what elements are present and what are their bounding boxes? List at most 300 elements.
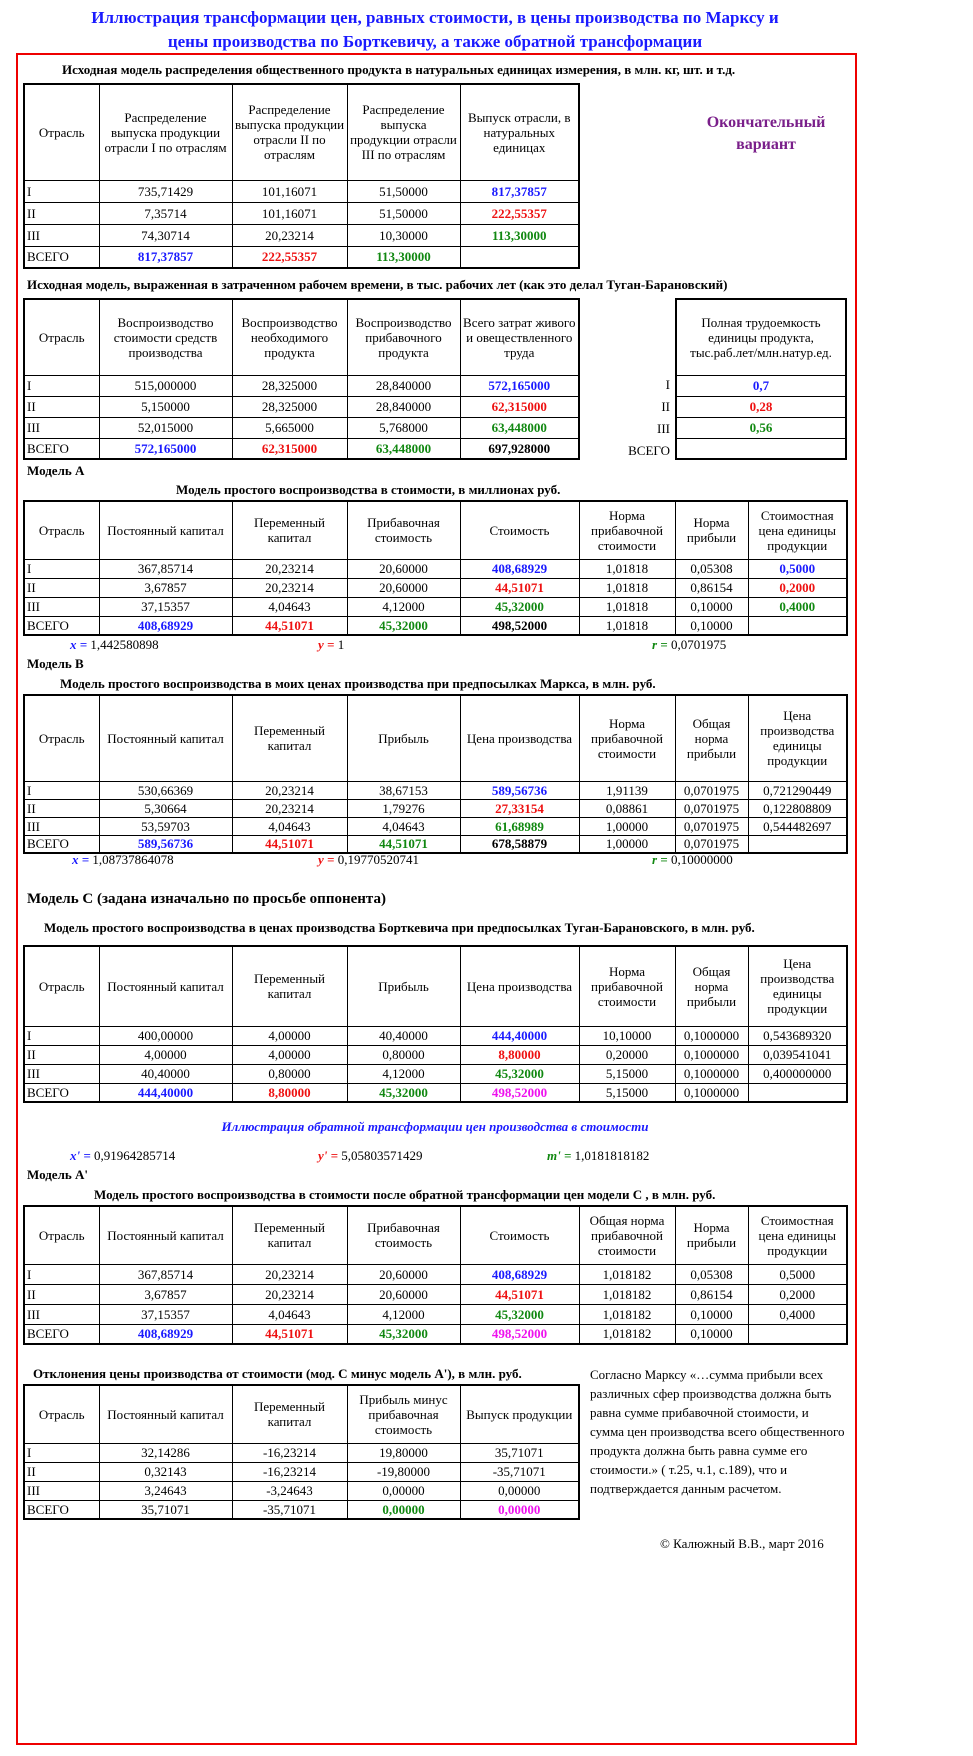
table-cell: 0,56 — [676, 417, 846, 438]
row-label: I — [24, 180, 99, 202]
row-label: ВСЕГО — [24, 1083, 99, 1102]
table-cell: -19,80000 — [347, 1462, 460, 1481]
column-header: Переменный капитал — [232, 1385, 347, 1443]
side-row-label: ВСЕГО — [628, 443, 670, 458]
table-cell: 0,86154 — [675, 1284, 748, 1304]
column-header: Норма прибавочной стоимости — [579, 501, 675, 559]
header-row — [676, 299, 846, 375]
table-cell: 38,67153 — [347, 781, 460, 799]
row-label: II — [24, 1462, 99, 1481]
table-cell: 28,840000 — [347, 396, 460, 417]
table-cell: 498,52000 — [460, 616, 579, 635]
column-header: Постоянный капитал — [99, 1385, 232, 1443]
table-cell: 45,32000 — [460, 1064, 579, 1083]
table-row — [24, 202, 579, 224]
column-header: Воспроизводство необходимого продукта — [232, 299, 347, 375]
table-cell: 530,66369 — [99, 781, 232, 799]
labor-intensity-table — [675, 298, 847, 460]
table-cell: 20,23214 — [232, 578, 347, 597]
table-cell: 1,00000 — [579, 817, 675, 835]
row-label: ВСЕГО — [24, 1500, 99, 1519]
table-cell: 0,400000000 — [748, 1064, 847, 1083]
column-header: Норма прибыли — [675, 1206, 748, 1264]
table-cell: 7,35714 — [99, 202, 232, 224]
column-header: Прибыль минус прибавочная стоимость — [347, 1385, 460, 1443]
table-cell: 5,15000 — [579, 1064, 675, 1083]
table-cell: 51,50000 — [347, 180, 460, 202]
header-row — [24, 299, 579, 375]
natural-units-table — [23, 83, 580, 269]
column-header: Прибыль — [347, 946, 460, 1026]
table-cell: 0,10000 — [675, 616, 748, 635]
table-cell: 45,32000 — [347, 1324, 460, 1344]
table-cell: 400,00000 — [99, 1026, 232, 1045]
row-label: I — [24, 375, 99, 396]
column-header: Цена производства — [460, 946, 579, 1026]
table-cell: 0,1000000 — [675, 1045, 748, 1064]
row-label: II — [24, 202, 99, 224]
table-cell: 1,01818 — [579, 559, 675, 578]
table-cell: 0,32143 — [99, 1462, 232, 1481]
t2-caption: Исходная модель, выраженная в затраченном рабочем времени, в тыс. рабочих лет (как это делал Туган-Барановский) — [27, 277, 728, 292]
column-header: Распределение выпуска продукции отрасли I по отраслям — [99, 84, 232, 180]
table-cell: 0,10000 — [675, 1304, 748, 1324]
table-row — [676, 396, 846, 417]
final-version-label: Окончательный вариант — [706, 114, 826, 153]
t1-caption: Исходная модель распределения общественного продукта в натуральных единицах измерения, в млн. кг, шт. и т.д. — [62, 62, 736, 77]
table-cell: 4,04643 — [347, 817, 460, 835]
table-cell — [460, 246, 579, 268]
table-cell: 62,315000 — [232, 438, 347, 459]
model-a-table — [23, 500, 848, 636]
table-row — [24, 1324, 847, 1344]
table-cell: 4,04643 — [232, 1304, 347, 1324]
dev-caption: Отклонения цены производства от стоимости (мод. С минус модель А'), в млн. руб. — [33, 1366, 522, 1381]
table-row — [24, 835, 847, 853]
table-row — [24, 1443, 579, 1462]
row-label: III — [24, 1304, 99, 1324]
column-header: Переменный капитал — [232, 501, 347, 559]
title-line-2: цены производства по Борткевичу, а также обратной трансформации — [167, 32, 703, 51]
table-cell: 45,32000 — [460, 1304, 579, 1324]
table-cell: 28,840000 — [347, 375, 460, 396]
table-row — [24, 1026, 847, 1045]
table-row — [24, 1064, 847, 1083]
column-header: Цена производства единицы продукции — [748, 946, 847, 1026]
table-cell: 0,28 — [676, 396, 846, 417]
table-cell — [748, 835, 847, 853]
table-row — [24, 180, 579, 202]
column-header: Распределение выпуска продукции отрасли II по отраслям — [232, 84, 347, 180]
side-row-label: III — [657, 421, 670, 436]
table-row — [676, 375, 846, 396]
model-a-y: y = 1 — [318, 637, 345, 652]
table-cell: 113,30000 — [460, 224, 579, 246]
table-cell: 0,5000 — [748, 559, 847, 578]
table-cell: 0,1000000 — [675, 1026, 748, 1045]
deviation-table — [23, 1384, 580, 1520]
inverse-x: x' = 0,91964285714 — [70, 1148, 176, 1163]
table-cell — [676, 438, 846, 459]
table-cell: 63,448000 — [460, 417, 579, 438]
table-cell: 101,16071 — [232, 202, 347, 224]
table-row — [24, 616, 847, 635]
column-header: Переменный капитал — [232, 695, 347, 781]
row-label: II — [24, 396, 99, 417]
table-cell: 0,7 — [676, 375, 846, 396]
table-cell: 0,4000 — [748, 597, 847, 616]
table-cell: 1,018182 — [579, 1304, 675, 1324]
table-cell: 0,00000 — [460, 1500, 579, 1519]
model-a2-caption: Модель простого воспроизводства в стоимости после обратной трансформации цен модели С , в млн. руб. — [94, 1187, 716, 1202]
column-header: Отрасль — [24, 1385, 99, 1443]
table-cell — [748, 1324, 847, 1344]
table-cell: 367,85714 — [99, 1264, 232, 1284]
table-cell: 3,67857 — [99, 1284, 232, 1304]
table-cell: 572,165000 — [99, 438, 232, 459]
table-cell: 10,10000 — [579, 1026, 675, 1045]
row-label: III — [24, 1064, 99, 1083]
table-cell: 408,68929 — [99, 1324, 232, 1344]
inverse-caption: Иллюстрация обратной трансформации цен производства в стоимости — [221, 1119, 649, 1134]
table-cell: 20,23214 — [232, 781, 347, 799]
column-header: Выпуск продукции — [460, 1385, 579, 1443]
table-cell: 4,00000 — [99, 1045, 232, 1064]
labor-time-table — [23, 298, 580, 460]
column-header: Полная трудоемкость единицы продукта, тыс.раб.лет/млн.натур.ед. — [676, 299, 846, 375]
column-header: Стоимость — [460, 1206, 579, 1264]
table-cell: 735,71429 — [99, 180, 232, 202]
table-cell: -35,71071 — [232, 1500, 347, 1519]
table-cell: 0,1000000 — [675, 1064, 748, 1083]
header-row — [24, 946, 847, 1026]
table-cell: 5,150000 — [99, 396, 232, 417]
model-c-caption: Модель простого воспроизводства в ценах производства Борткевича при предпосылках Туган-Барановского, в млн. руб. — [44, 920, 755, 935]
table-cell: 817,37857 — [460, 180, 579, 202]
table-cell: 1,91139 — [579, 781, 675, 799]
table-cell: 8,80000 — [460, 1045, 579, 1064]
table-row — [24, 1462, 579, 1481]
row-label: I — [24, 781, 99, 799]
table-cell: 0,10000 — [675, 1324, 748, 1344]
table-row — [24, 799, 847, 817]
row-label: ВСЕГО — [24, 1324, 99, 1344]
inverse-m: m' = 1,0181818182 — [547, 1148, 650, 1163]
table-row — [24, 781, 847, 799]
table-row — [24, 1481, 579, 1500]
column-header: Стоимостная цена единицы продукции — [748, 1206, 847, 1264]
table-cell: -16,23214 — [232, 1443, 347, 1462]
table-cell: 4,04643 — [232, 817, 347, 835]
header-row — [24, 695, 847, 781]
table-cell: 37,15357 — [99, 1304, 232, 1324]
table-row — [24, 1284, 847, 1304]
table-cell: 1,79276 — [347, 799, 460, 817]
table-cell: 0,0701975 — [675, 799, 748, 817]
model-b-r: r = 0,10000000 — [652, 852, 733, 867]
column-header: Воспроизводство прибавочного продукта — [347, 299, 460, 375]
table-cell: 53,59703 — [99, 817, 232, 835]
table-cell: 0,2000 — [748, 578, 847, 597]
table-cell: 20,60000 — [347, 578, 460, 597]
table-cell: 4,00000 — [232, 1026, 347, 1045]
column-header: Прибавочная стоимость — [347, 501, 460, 559]
table-cell: 45,32000 — [347, 616, 460, 635]
table-cell: 113,30000 — [347, 246, 460, 268]
table-cell: 0,20000 — [579, 1045, 675, 1064]
column-header: Общая норма прибыли — [675, 695, 748, 781]
table-row — [24, 578, 847, 597]
model-a-x: x = 1,442580898 — [70, 637, 159, 652]
column-header: Цена производства единицы продукции — [748, 695, 847, 781]
table-cell: -16,23214 — [232, 1462, 347, 1481]
column-header: Цена производства — [460, 695, 579, 781]
row-label: II — [24, 1045, 99, 1064]
table-cell: 35,71071 — [99, 1500, 232, 1519]
column-header: Отрасль — [24, 946, 99, 1026]
table-cell: 20,60000 — [347, 1264, 460, 1284]
table-cell: 63,448000 — [347, 438, 460, 459]
column-header: Постоянный капитал — [99, 695, 232, 781]
table-cell: -3,24643 — [232, 1481, 347, 1500]
table-cell: 44,51071 — [460, 1284, 579, 1304]
table-cell: 8,80000 — [232, 1083, 347, 1102]
table-cell: 37,15357 — [99, 597, 232, 616]
row-label: III — [24, 817, 99, 835]
side-row-label: II — [661, 399, 670, 414]
table-row — [24, 1045, 847, 1064]
table-cell: 0,721290449 — [748, 781, 847, 799]
table-cell: 222,55357 — [232, 246, 347, 268]
column-header: Общая норма прибавочной стоимости — [579, 1206, 675, 1264]
column-header: Отрасль — [24, 695, 99, 781]
table-cell: 367,85714 — [99, 559, 232, 578]
table-cell: 3,24643 — [99, 1481, 232, 1500]
column-header: Отрасль — [24, 299, 99, 375]
table-row — [24, 559, 847, 578]
table-cell: 1,01818 — [579, 578, 675, 597]
table-cell: 0,80000 — [232, 1064, 347, 1083]
model-b-x: x = 1,08737864078 — [72, 852, 174, 867]
table-cell: 4,04643 — [232, 597, 347, 616]
row-label: II — [24, 799, 99, 817]
model-a-label: Модель А — [27, 463, 85, 478]
table-cell: 1,00000 — [579, 835, 675, 853]
header-row — [24, 501, 847, 559]
row-label: II — [24, 1284, 99, 1304]
table-cell: 408,68929 — [460, 1264, 579, 1284]
model-a2-label: Модель А' — [27, 1167, 88, 1182]
table-cell: 20,23214 — [232, 559, 347, 578]
row-label: ВСЕГО — [24, 835, 99, 853]
table-row — [24, 1264, 847, 1284]
table-cell: 0,05308 — [675, 1264, 748, 1284]
row-label: III — [24, 417, 99, 438]
table-cell: 1,018182 — [579, 1324, 675, 1344]
table-cell: 0,08861 — [579, 799, 675, 817]
table-cell: 444,40000 — [460, 1026, 579, 1045]
table-cell: 515,000000 — [99, 375, 232, 396]
table-row — [24, 1304, 847, 1324]
column-header: Отрасль — [24, 84, 99, 180]
table-row — [24, 597, 847, 616]
table-cell: 45,32000 — [460, 597, 579, 616]
row-label: I — [24, 559, 99, 578]
table-cell: 4,12000 — [347, 1064, 460, 1083]
table-cell: 5,30664 — [99, 799, 232, 817]
table-cell: 0,039541041 — [748, 1045, 847, 1064]
column-header: Переменный капитал — [232, 1206, 347, 1264]
table-cell: -35,71071 — [460, 1462, 579, 1481]
column-header: Общая норма прибыли — [675, 946, 748, 1026]
table-cell: 222,55357 — [460, 202, 579, 224]
header-row — [24, 1206, 847, 1264]
table-cell: 572,165000 — [460, 375, 579, 396]
table-cell: 19,80000 — [347, 1443, 460, 1462]
column-header: Выпуск отрасли, в натуральных единицах — [460, 84, 579, 180]
column-header: Отрасль — [24, 1206, 99, 1264]
table-cell: 61,68989 — [460, 817, 579, 835]
table-cell: 5,665000 — [232, 417, 347, 438]
column-header: Норма прибавочной стоимости — [579, 695, 675, 781]
table-cell: 0,543689320 — [748, 1026, 847, 1045]
table-cell: 1,018182 — [579, 1264, 675, 1284]
table-cell: 4,12000 — [347, 1304, 460, 1324]
row-label: III — [24, 224, 99, 246]
model-b-label: Модель В — [27, 656, 84, 671]
row-label: I — [24, 1443, 99, 1462]
table-cell: 0,4000 — [748, 1304, 847, 1324]
table-cell: 4,12000 — [347, 597, 460, 616]
table-cell: 0,0701975 — [675, 835, 748, 853]
table-cell: 3,67857 — [99, 578, 232, 597]
table-cell: 0,122808809 — [748, 799, 847, 817]
model-b-y: y = 0,19770520741 — [318, 852, 419, 867]
table-cell: 498,52000 — [460, 1083, 579, 1102]
table-cell: 44,51071 — [347, 835, 460, 853]
table-row — [24, 246, 579, 268]
table-row — [24, 1083, 847, 1102]
row-label: I — [24, 1264, 99, 1284]
row-label: III — [24, 1481, 99, 1500]
table-cell: 20,23214 — [232, 799, 347, 817]
row-label: ВСЕГО — [24, 616, 99, 635]
table-cell: 27,33154 — [460, 799, 579, 817]
column-header: Всего затрат живого и овеществленного труда — [460, 299, 579, 375]
table-row — [676, 417, 846, 438]
table-cell: 5,768000 — [347, 417, 460, 438]
table-cell: 40,40000 — [347, 1026, 460, 1045]
table-cell: 589,56736 — [99, 835, 232, 853]
table-cell: 5,15000 — [579, 1083, 675, 1102]
table-row — [24, 1500, 579, 1519]
table-cell: 45,32000 — [347, 1083, 460, 1102]
column-header: Распределение выпуска продукции отрасли III по отраслям — [347, 84, 460, 180]
table-cell: 817,37857 — [99, 246, 232, 268]
table-cell: 20,23214 — [232, 224, 347, 246]
table-cell: 0,05308 — [675, 559, 748, 578]
table-cell: 20,23214 — [232, 1264, 347, 1284]
table-row — [676, 438, 846, 459]
table-cell: 28,325000 — [232, 396, 347, 417]
column-header: Переменный капитал — [232, 946, 347, 1026]
table-cell: 44,51071 — [232, 835, 347, 853]
column-header: Постоянный капитал — [99, 1206, 232, 1264]
copyright: © Калюжный В.В., март 2016 — [660, 1536, 824, 1551]
table-cell: 0,0701975 — [675, 817, 748, 835]
column-header: Стоимостная цена единицы продукции — [748, 501, 847, 559]
table-cell: 51,50000 — [347, 202, 460, 224]
row-label: II — [24, 578, 99, 597]
column-header: Постоянный капитал — [99, 501, 232, 559]
table-cell: 0,10000 — [675, 597, 748, 616]
inverse-y: y' = 5,05803571429 — [318, 1148, 423, 1163]
table-cell: 28,325000 — [232, 375, 347, 396]
table-cell: 0,00000 — [460, 1481, 579, 1500]
table-row — [24, 396, 579, 417]
table-cell — [748, 1083, 847, 1102]
side-row-label: I — [665, 377, 670, 392]
table-cell: 44,51071 — [232, 1324, 347, 1344]
model-a-r: r = 0,0701975 — [652, 637, 727, 652]
table-cell: 589,56736 — [460, 781, 579, 799]
column-header: Стоимость — [460, 501, 579, 559]
document-title — [0, 6, 870, 54]
table-cell: 1,01818 — [579, 616, 675, 635]
table-cell: 20,60000 — [347, 559, 460, 578]
row-label: ВСЕГО — [24, 246, 99, 268]
column-header: Отрасль — [24, 501, 99, 559]
header-row — [24, 84, 579, 180]
column-header: Постоянный капитал — [99, 946, 232, 1026]
table-row — [24, 438, 579, 459]
table-cell: 20,60000 — [347, 1284, 460, 1304]
table-cell: 44,51071 — [460, 578, 579, 597]
table-cell — [748, 616, 847, 635]
table-cell: 32,14286 — [99, 1443, 232, 1462]
table-cell: 74,30714 — [99, 224, 232, 246]
table-cell: 408,68929 — [99, 616, 232, 635]
model-a-caption: Модель простого воспроизводства в стоимости, в миллионах руб. — [176, 482, 561, 497]
model-c-table — [23, 945, 848, 1103]
table-cell: 1,018182 — [579, 1284, 675, 1304]
table-row — [24, 224, 579, 246]
table-cell: 408,68929 — [460, 559, 579, 578]
table-cell: 40,40000 — [99, 1064, 232, 1083]
row-label: ВСЕГО — [24, 438, 99, 459]
column-header: Прибыль — [347, 695, 460, 781]
table-cell: 697,928000 — [460, 438, 579, 459]
table-cell: 678,58879 — [460, 835, 579, 853]
table-cell: 4,00000 — [232, 1045, 347, 1064]
header-row — [24, 1385, 579, 1443]
table-cell: 0,00000 — [347, 1481, 460, 1500]
table-row — [24, 417, 579, 438]
table-cell: 0,544482697 — [748, 817, 847, 835]
table-cell: 1,01818 — [579, 597, 675, 616]
table-cell: 0,86154 — [675, 578, 748, 597]
model-a2-table — [23, 1205, 848, 1345]
table-row — [24, 817, 847, 835]
row-label: I — [24, 1026, 99, 1045]
column-header: Прибавочная стоимость — [347, 1206, 460, 1264]
table-cell: 52,015000 — [99, 417, 232, 438]
column-header: Норма прибавочной стоимости — [579, 946, 675, 1026]
model-c-label: Модель С (задана изначально по просьбе оппонента) — [27, 891, 386, 907]
model-b-table — [23, 694, 848, 854]
table-cell: 0,00000 — [347, 1500, 460, 1519]
column-header: Воспроизводство стоимости средств производства — [99, 299, 232, 375]
